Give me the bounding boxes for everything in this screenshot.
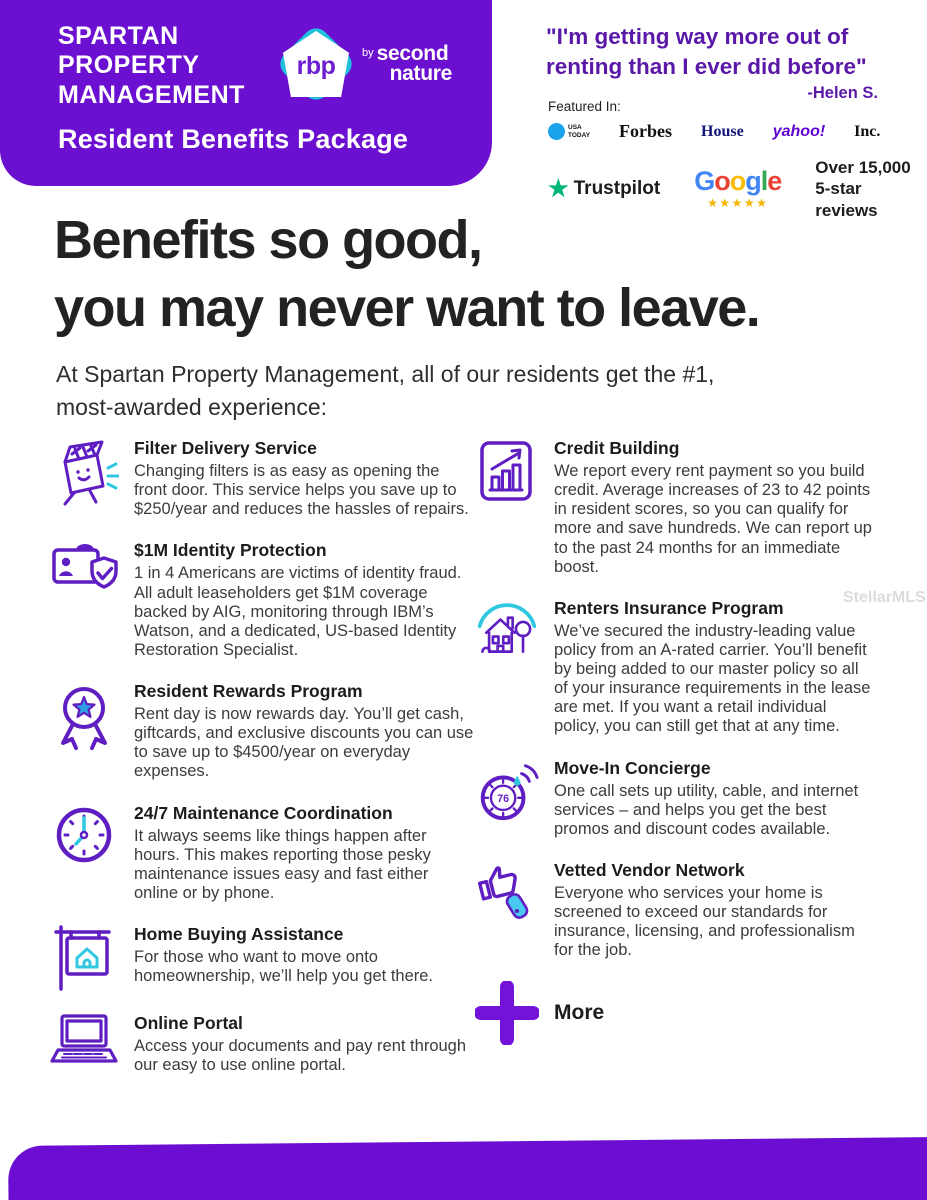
main-headline <box>54 206 759 342</box>
second-nature-line: nature <box>389 61 453 85</box>
usa-today-logo <box>548 123 590 140</box>
bar-chart-icon <box>474 438 540 577</box>
laptop-icon <box>48 1013 120 1075</box>
benefit-item-credit-building <box>474 438 894 577</box>
benefit-body: Rent day is now rewards day. You’ll get cash, giftcards, and exclusive discounts you can use to save up to $4500/year on everyday expenses. <box>134 705 474 781</box>
google-letter: o <box>729 165 746 196</box>
quote-line: "I'm getting way more out of <box>546 24 849 49</box>
benefit-title: Move-In Concierge <box>554 757 711 778</box>
benefit-item-online-portal <box>48 1013 474 1075</box>
benefit-item-renters-insurance <box>474 598 894 737</box>
concierge-dial-icon <box>474 758 540 839</box>
bottom-bar <box>8 1137 927 1200</box>
clock-icon <box>48 803 120 904</box>
featured-in-label: Featured In: <box>548 99 621 114</box>
benefit-item-more <box>474 981 894 1045</box>
benefit-item-resident-rewards <box>48 681 474 782</box>
rbp-logo-text: rbp <box>296 52 336 80</box>
trustpilot-logo <box>548 177 660 200</box>
benefit-title: Resident Rewards Program <box>134 681 363 701</box>
google-letter: G <box>694 165 715 196</box>
benefit-title: Vetted Vendor Network <box>554 859 745 880</box>
thumbs-up-icon <box>474 860 540 961</box>
benefit-body: We report every rent payment so you build credit. Average increases of 23 to 42 points in resident scores, so you can qualify for more and save hundreds. We can report up to the past 24 months for an immediate boost. <box>554 462 872 576</box>
trustpilot-wordmark: Trustpilot <box>573 177 661 199</box>
usa-today-text: USA <box>568 124 582 132</box>
benefit-item-filter-delivery <box>48 438 474 519</box>
benefit-title: 24/7 Maintenance Coordination <box>134 802 393 823</box>
google-letter: o <box>714 165 730 196</box>
house-sign-icon <box>48 924 120 992</box>
by-label: by <box>362 47 374 59</box>
package-title: Resident Benefits Package <box>58 124 409 154</box>
benefits-column-left <box>48 438 474 1096</box>
benefit-item-vetted-vendors <box>474 860 894 961</box>
featured-in-section <box>548 99 918 221</box>
benefit-item-home-buying <box>48 924 474 992</box>
usa-today-text: TODAY <box>568 131 591 139</box>
company-name <box>58 22 245 110</box>
header-banner <box>0 0 492 186</box>
benefit-title: Renters Insurance Program <box>554 597 784 618</box>
benefit-title: Filter Delivery Service <box>134 438 317 458</box>
second-nature-logo <box>362 44 452 84</box>
more-label: More <box>554 1001 605 1025</box>
house-logo: House <box>701 122 744 140</box>
quote-line: renting than I ever did before" <box>546 53 867 79</box>
benefits-column-right <box>474 438 894 1066</box>
id-shield-icon <box>48 540 120 660</box>
google-letter: l <box>760 165 768 196</box>
company-name-line: SPARTAN <box>58 22 179 50</box>
watermark: StellarMLS <box>843 589 926 606</box>
company-name-line: MANAGEMENT <box>58 80 245 109</box>
benefit-title: Credit Building <box>554 438 680 458</box>
benefit-title: Home Buying Assistance <box>134 924 344 944</box>
headline-line: you may never want to leave. <box>54 278 760 339</box>
reviews-count-line: 5-star reviews <box>815 179 878 220</box>
benefit-body: Access your documents and pay rent through our easy to use online portal. <box>134 1037 467 1075</box>
benefit-item-identity-protection <box>48 540 474 660</box>
usa-today-circle-icon <box>548 123 565 140</box>
filter-box-icon <box>48 438 120 519</box>
testimonial-attribution: -Helen S. <box>807 84 878 103</box>
hero-subtitle <box>56 358 714 425</box>
reviews-count <box>815 157 918 221</box>
second-nature-line: second <box>376 42 449 65</box>
forbes-logo: Forbes <box>619 121 673 141</box>
yahoo-logo: yahoo! <box>772 122 826 140</box>
benefit-item-maintenance <box>48 803 474 904</box>
reviews-count-line: Over 15,000 <box>815 158 911 177</box>
benefit-body: Changing filters is as easy as opening the front door. This service helps you save up to $250/year and reduces the hassles of repairs. <box>134 462 469 519</box>
benefit-body: Everyone who services your home is screened to exceed our standards for insurance, licensing, and professionalism for the job. <box>554 883 855 960</box>
press-logo-row <box>548 121 918 142</box>
google-letter: g <box>745 165 761 196</box>
benefit-item-move-in-concierge <box>474 758 894 839</box>
subtitle-line: most-awarded experience: <box>56 394 328 421</box>
benefit-body: One call sets up utility, cable, and internet services – and helps you get the best promos and discount codes available. <box>554 781 859 838</box>
subtitle-line: At Spartan Property Management, all of our residents get the #1, <box>56 361 715 387</box>
benefit-body: We’ve secured the industry-leading value policy from an A-rated carrier. You’ll benefit by being added to our master policy so all of your insurance requirements in the lease are met. If you want a retail individual policy, you can still get that at any time. <box>554 621 871 736</box>
benefit-body: It always seems like things happen after hours. This makes reporting those pesky maintenance issues easy and fast either online or by phone. <box>134 826 431 902</box>
benefit-body: For those who want to move onto homeownership, we’ll help you get there. <box>134 948 434 986</box>
trustpilot-star-icon: ★ <box>548 175 569 202</box>
google-stars-icon: ★★★★★ <box>707 195 769 210</box>
insured-house-icon <box>474 598 540 737</box>
benefit-title: Online Portal <box>134 1013 243 1033</box>
benefit-title: $1M Identity Protection <box>134 540 327 561</box>
award-ribbon-icon <box>48 681 120 782</box>
headline-line: Benefits so good, <box>54 210 482 270</box>
inc-logo: Inc. <box>854 122 881 140</box>
benefit-body: 1 in 4 Americans are victims of identity fraud. All adult leaseholders get $1M coverage backed by AIG, monitoring through IBM’s Watson, and a dedicated, US-based Identity Restoration Specialist. <box>134 564 462 659</box>
testimonial-quote <box>546 22 908 103</box>
google-letter: e <box>767 165 782 196</box>
plus-icon <box>474 981 540 1045</box>
rbp-logo <box>280 28 352 100</box>
google-logo <box>694 165 782 210</box>
dial-value: 76 <box>497 792 510 805</box>
company-name-line: PROPERTY <box>58 51 200 80</box>
